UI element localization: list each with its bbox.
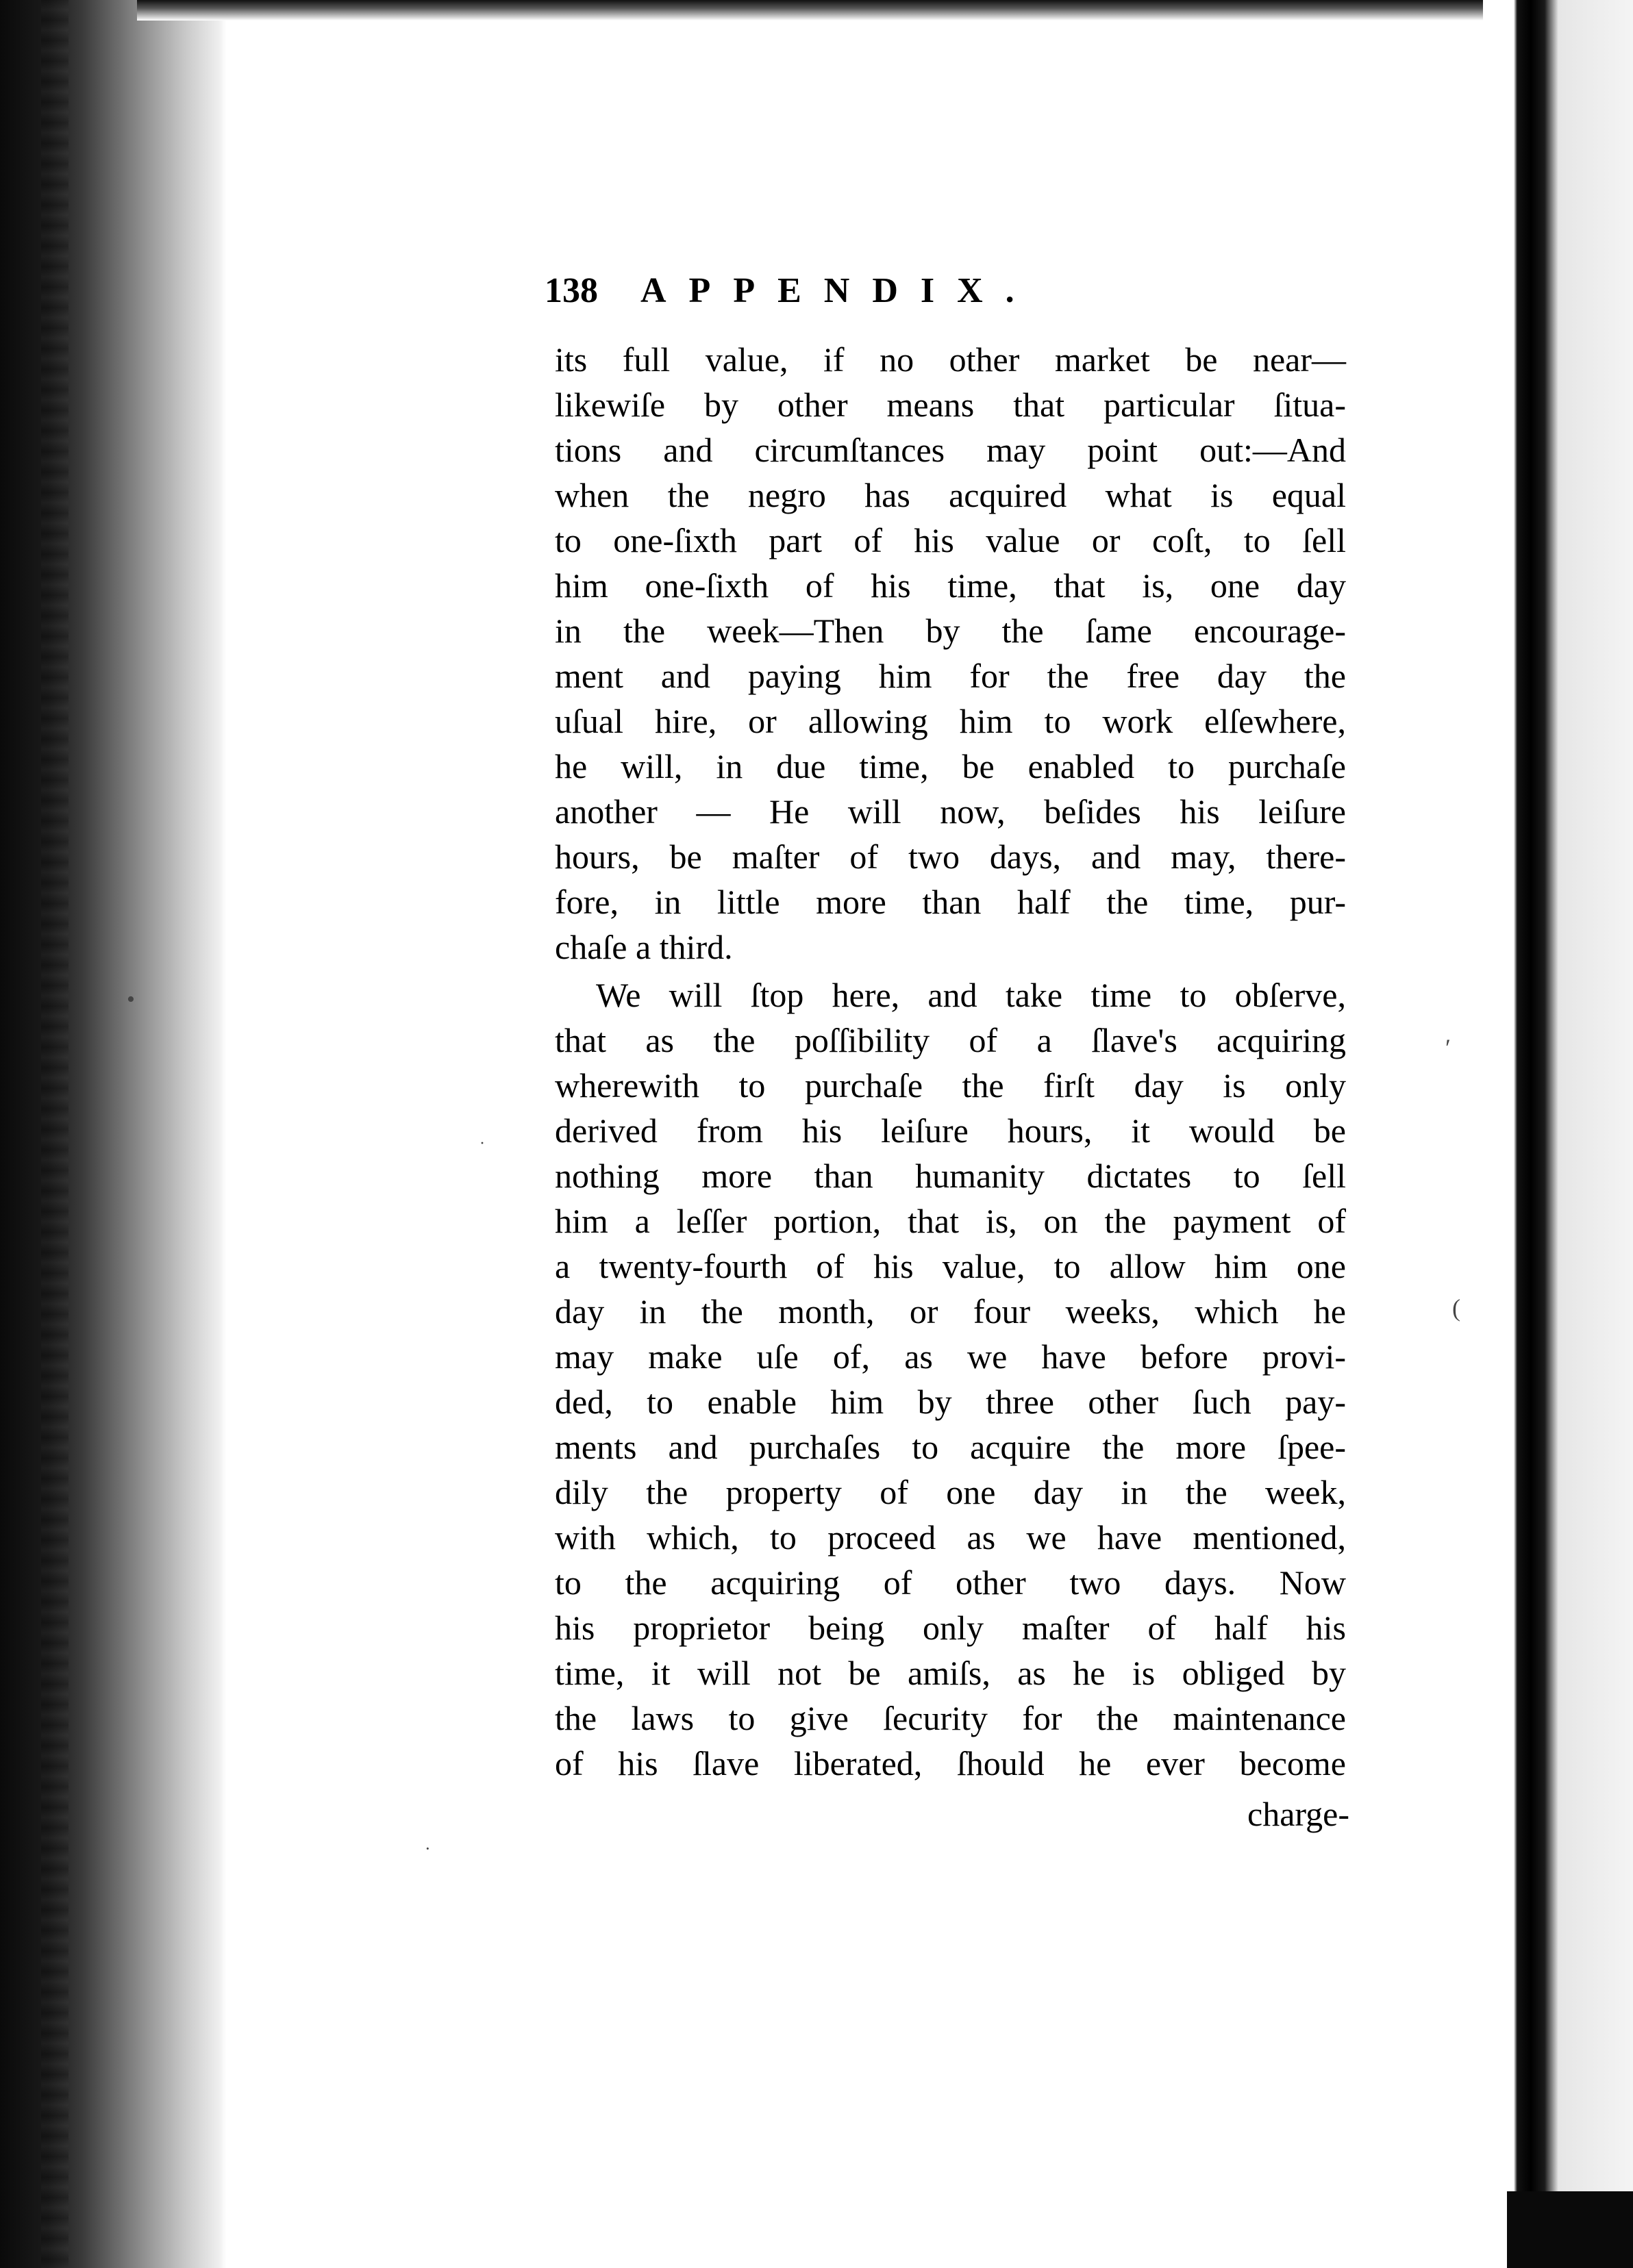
- text-line: another — He will now, beſides his leiſure: [555, 792, 1346, 831]
- text-line: time, it will not be amiſs, as he is obliged by: [555, 1654, 1346, 1692]
- text-line: its full value, if no other market be near—: [555, 340, 1346, 379]
- text-line: day in the month, or four weeks, which he: [555, 1292, 1346, 1331]
- text-line: that as the poſſibility of a ſlave's acquiring: [555, 1021, 1346, 1059]
- catchword: charge-: [1247, 1795, 1349, 1833]
- speck-mark: (: [1452, 1294, 1460, 1322]
- text-line: fore, in little more than half the time, pur-: [555, 883, 1346, 921]
- text-line: hours, be maſter of two days, and may, there-: [555, 837, 1346, 876]
- text-line: him one-ſixth of his time, that is, one day: [555, 566, 1346, 605]
- text-line: ment and paying him for the free day the: [555, 657, 1346, 695]
- text-line: ments and purchaſes to acquire the more ſpee-: [555, 1428, 1346, 1466]
- speck-mark: •: [127, 987, 135, 1012]
- text-line: to the acquiring of other two days. Now: [555, 1563, 1346, 1602]
- text-line: with which, to proceed as we have mentioned,: [555, 1518, 1346, 1557]
- text-line: him a leſſer portion, that is, on the payment of: [555, 1202, 1346, 1240]
- scan-edge-left: [0, 0, 226, 2268]
- text-line: to one-ſixth part of his value or coſt, to ſell: [555, 521, 1346, 559]
- text-line: dily the property of one day in the week,: [555, 1473, 1346, 1511]
- speck-mark: ·: [425, 1839, 431, 1859]
- page-header: [545, 270, 1037, 312]
- page-top-shadow: [137, 0, 1507, 21]
- text-line: tions and circumſtances may point out:—And: [555, 431, 1346, 469]
- text-line: when the negro has acquired what is equal: [555, 476, 1346, 514]
- speck-mark: ·: [479, 1135, 485, 1152]
- text-line: nothing more than humanity dictates to ſell: [555, 1157, 1346, 1195]
- text-line: a twenty-fourth of his value, to allow him one: [555, 1247, 1346, 1285]
- text-line: wherewith to purchaſe the firſt day is only: [555, 1066, 1346, 1105]
- page-number: 138: [545, 271, 598, 310]
- text-line: ded, to enable him by three other ſuch pay-: [555, 1383, 1346, 1421]
- text-line: his proprietor being only maſter of half his: [555, 1609, 1346, 1647]
- text-line: the laws to give ſecurity for the maintenance: [555, 1699, 1346, 1737]
- text-line: likewiſe by other means that particular ſitua-: [555, 386, 1346, 424]
- speck-mark: ′: [1445, 1034, 1451, 1061]
- text-line: he will, in due time, be enabled to purchaſe: [555, 747, 1346, 785]
- text-line: in the week—Then by the ſame encourage-: [555, 612, 1346, 650]
- running-head: APPENDIX.: [640, 271, 1037, 310]
- text-line: uſual hire, or allowing him to work elſewhere,: [555, 702, 1346, 740]
- text-line: chaſe a third.: [555, 928, 733, 966]
- facing-page-edge: [1483, 0, 1633, 2268]
- text-line: We will ſtop here, and take time to obſerve,: [596, 976, 1346, 1014]
- text-line: may make uſe of, as we have before provi-: [555, 1337, 1346, 1376]
- text-line: derived from his leiſure hours, it would be: [555, 1111, 1346, 1150]
- facing-page-corner: [1507, 2191, 1633, 2268]
- text-line: of his ſlave liberated, ſhould he ever become: [555, 1744, 1346, 1782]
